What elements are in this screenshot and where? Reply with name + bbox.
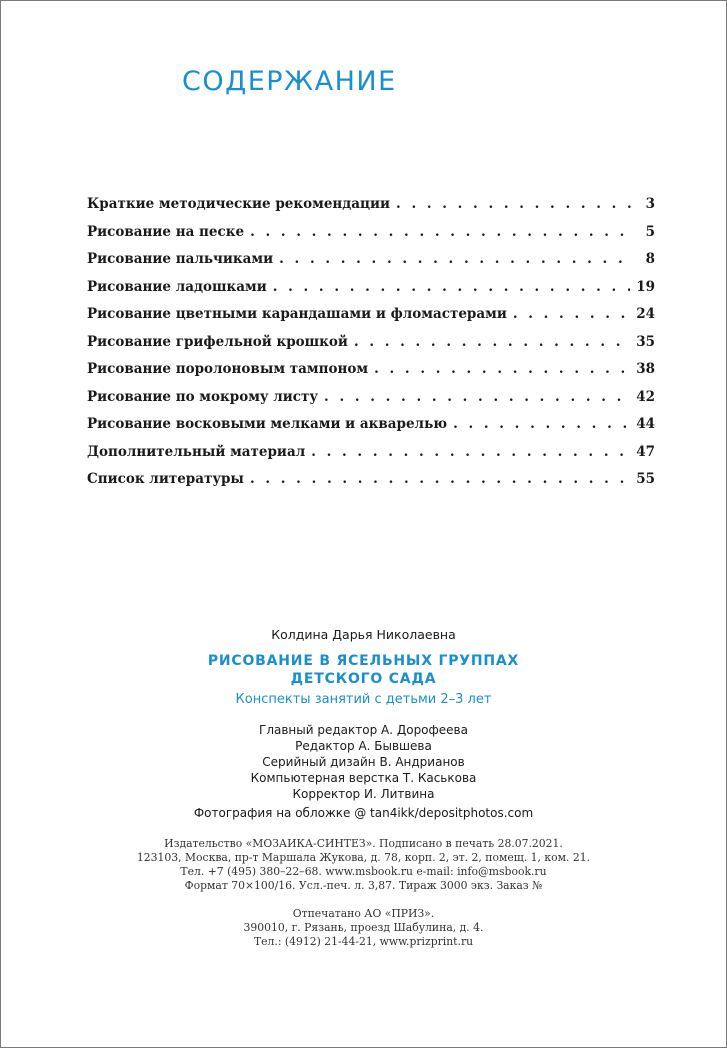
printer-info bbox=[0, 907, 727, 949]
credit-line: Корректор И. Литвина bbox=[292, 787, 435, 801]
editorial-credits bbox=[0, 722, 727, 802]
publisher-line: Издательство «МОЗАИКА-СИНТЕЗ». Подписано в печать 28.07.2021. bbox=[164, 837, 563, 850]
toc-entry-title: Рисование цветными карандашами и фломастерами bbox=[87, 306, 507, 322]
author-name: Колдина Дарья Николаевна bbox=[271, 627, 456, 642]
toc-entry-page: 5 bbox=[645, 223, 655, 240]
credit-line: Серийный дизайн В. Андрианов bbox=[262, 755, 465, 769]
toc-entry-page: 8 bbox=[645, 251, 655, 267]
dot-leader bbox=[513, 306, 630, 322]
toc-entry[interactable] bbox=[87, 416, 655, 444]
page-title: СОДЕРЖАНИЕ bbox=[182, 66, 397, 97]
toc-entry[interactable] bbox=[87, 224, 655, 252]
credit-line: Редактор А. Бывшева bbox=[295, 739, 432, 753]
toc-entry-title: Рисование восковыми мелками и акварелью bbox=[87, 416, 448, 432]
toc-entry[interactable] bbox=[87, 306, 655, 334]
publisher-line: Формат 70×100/16. Усл.-печ. л. 3,87. Тираж 3000 экз. Заказ № bbox=[184, 879, 543, 892]
toc-entry-page: 35 bbox=[636, 333, 655, 350]
dot-leader bbox=[250, 224, 631, 240]
printer-line: Отпечатано АО «ПРИЗ». bbox=[292, 907, 435, 920]
toc-entry-title: Рисование поролоновым тампоном bbox=[87, 361, 369, 377]
toc-entry[interactable] bbox=[87, 471, 655, 499]
toc-entry[interactable] bbox=[87, 444, 655, 472]
toc-entry-title: Краткие методические рекомендации bbox=[87, 196, 391, 212]
toc-entry-page: 44 bbox=[636, 416, 655, 432]
dot-leader bbox=[354, 334, 630, 350]
toc-entry[interactable] bbox=[87, 279, 655, 307]
toc-entry-page: 24 bbox=[636, 306, 655, 322]
credit-line: Главный редактор А. Дорофеева bbox=[259, 723, 468, 737]
dot-leader bbox=[396, 196, 631, 212]
publisher-info bbox=[0, 837, 727, 893]
dot-leader bbox=[453, 416, 630, 432]
toc-entry-title: Список литературы bbox=[87, 471, 244, 487]
toc-entry-title: Рисование пальчиками bbox=[87, 251, 274, 267]
publisher-line: 123103, Москва, пр-т Маршала Жукова, д. 78, корп. 2, эт. 2, помещ. 1, ком. 21. bbox=[136, 851, 591, 864]
toc-entry[interactable] bbox=[87, 196, 655, 224]
toc-entry-page: 19 bbox=[636, 278, 655, 295]
printer-line: Тел.: (4912) 21-44-21, www.prizprint.ru bbox=[253, 935, 474, 948]
toc-entry[interactable] bbox=[87, 361, 655, 389]
dot-leader bbox=[311, 444, 630, 460]
book-title bbox=[0, 652, 727, 688]
toc-entry[interactable] bbox=[87, 334, 655, 362]
toc-entry-title: Дополнительный материал bbox=[87, 443, 306, 460]
printer-line: 390010, г. Рязань, проезд Шабулина, д. 4. bbox=[243, 921, 484, 934]
toc-entry-title: Рисование грифельной крошкой bbox=[87, 333, 348, 350]
toc-entry-page: 47 bbox=[636, 443, 655, 460]
book-title-line: ДЕТСКОГО САДА bbox=[290, 671, 437, 687]
table-of-contents bbox=[87, 196, 655, 499]
dot-leader bbox=[250, 471, 630, 487]
toc-entry-page: 3 bbox=[645, 196, 655, 212]
toc-entry-page: 42 bbox=[636, 388, 655, 405]
dot-leader bbox=[279, 251, 631, 267]
toc-entry-page: 55 bbox=[636, 471, 655, 487]
dot-leader bbox=[374, 361, 630, 377]
credit-line: Компьютерная верстка Т. Каськова bbox=[250, 771, 477, 785]
toc-entry[interactable] bbox=[87, 251, 655, 279]
toc-entry[interactable] bbox=[87, 389, 655, 417]
toc-entry-title: Рисование ладошками bbox=[87, 278, 267, 295]
book-subtitle: Конспекты занятий с детьми 2–3 лет bbox=[235, 692, 492, 707]
toc-entry-page: 38 bbox=[636, 361, 655, 377]
toc-entry-title: Рисование на песке bbox=[87, 223, 245, 240]
imprint-block bbox=[0, 624, 727, 949]
book-title-line: РИСОВАНИЕ В ЯСЕЛЬНЫХ ГРУППАХ bbox=[207, 653, 520, 669]
photo-credit: Фотография на обложке @ tan4ikk/depositphotos.com bbox=[193, 806, 534, 820]
dot-leader bbox=[324, 389, 630, 405]
dot-leader bbox=[273, 279, 630, 295]
toc-entry-title: Рисование по мокрому листу bbox=[87, 388, 319, 405]
publisher-line: Тел. +7 (495) 380–22–68. www.msbook.ru e-mail: info@msbook.ru bbox=[180, 865, 547, 878]
